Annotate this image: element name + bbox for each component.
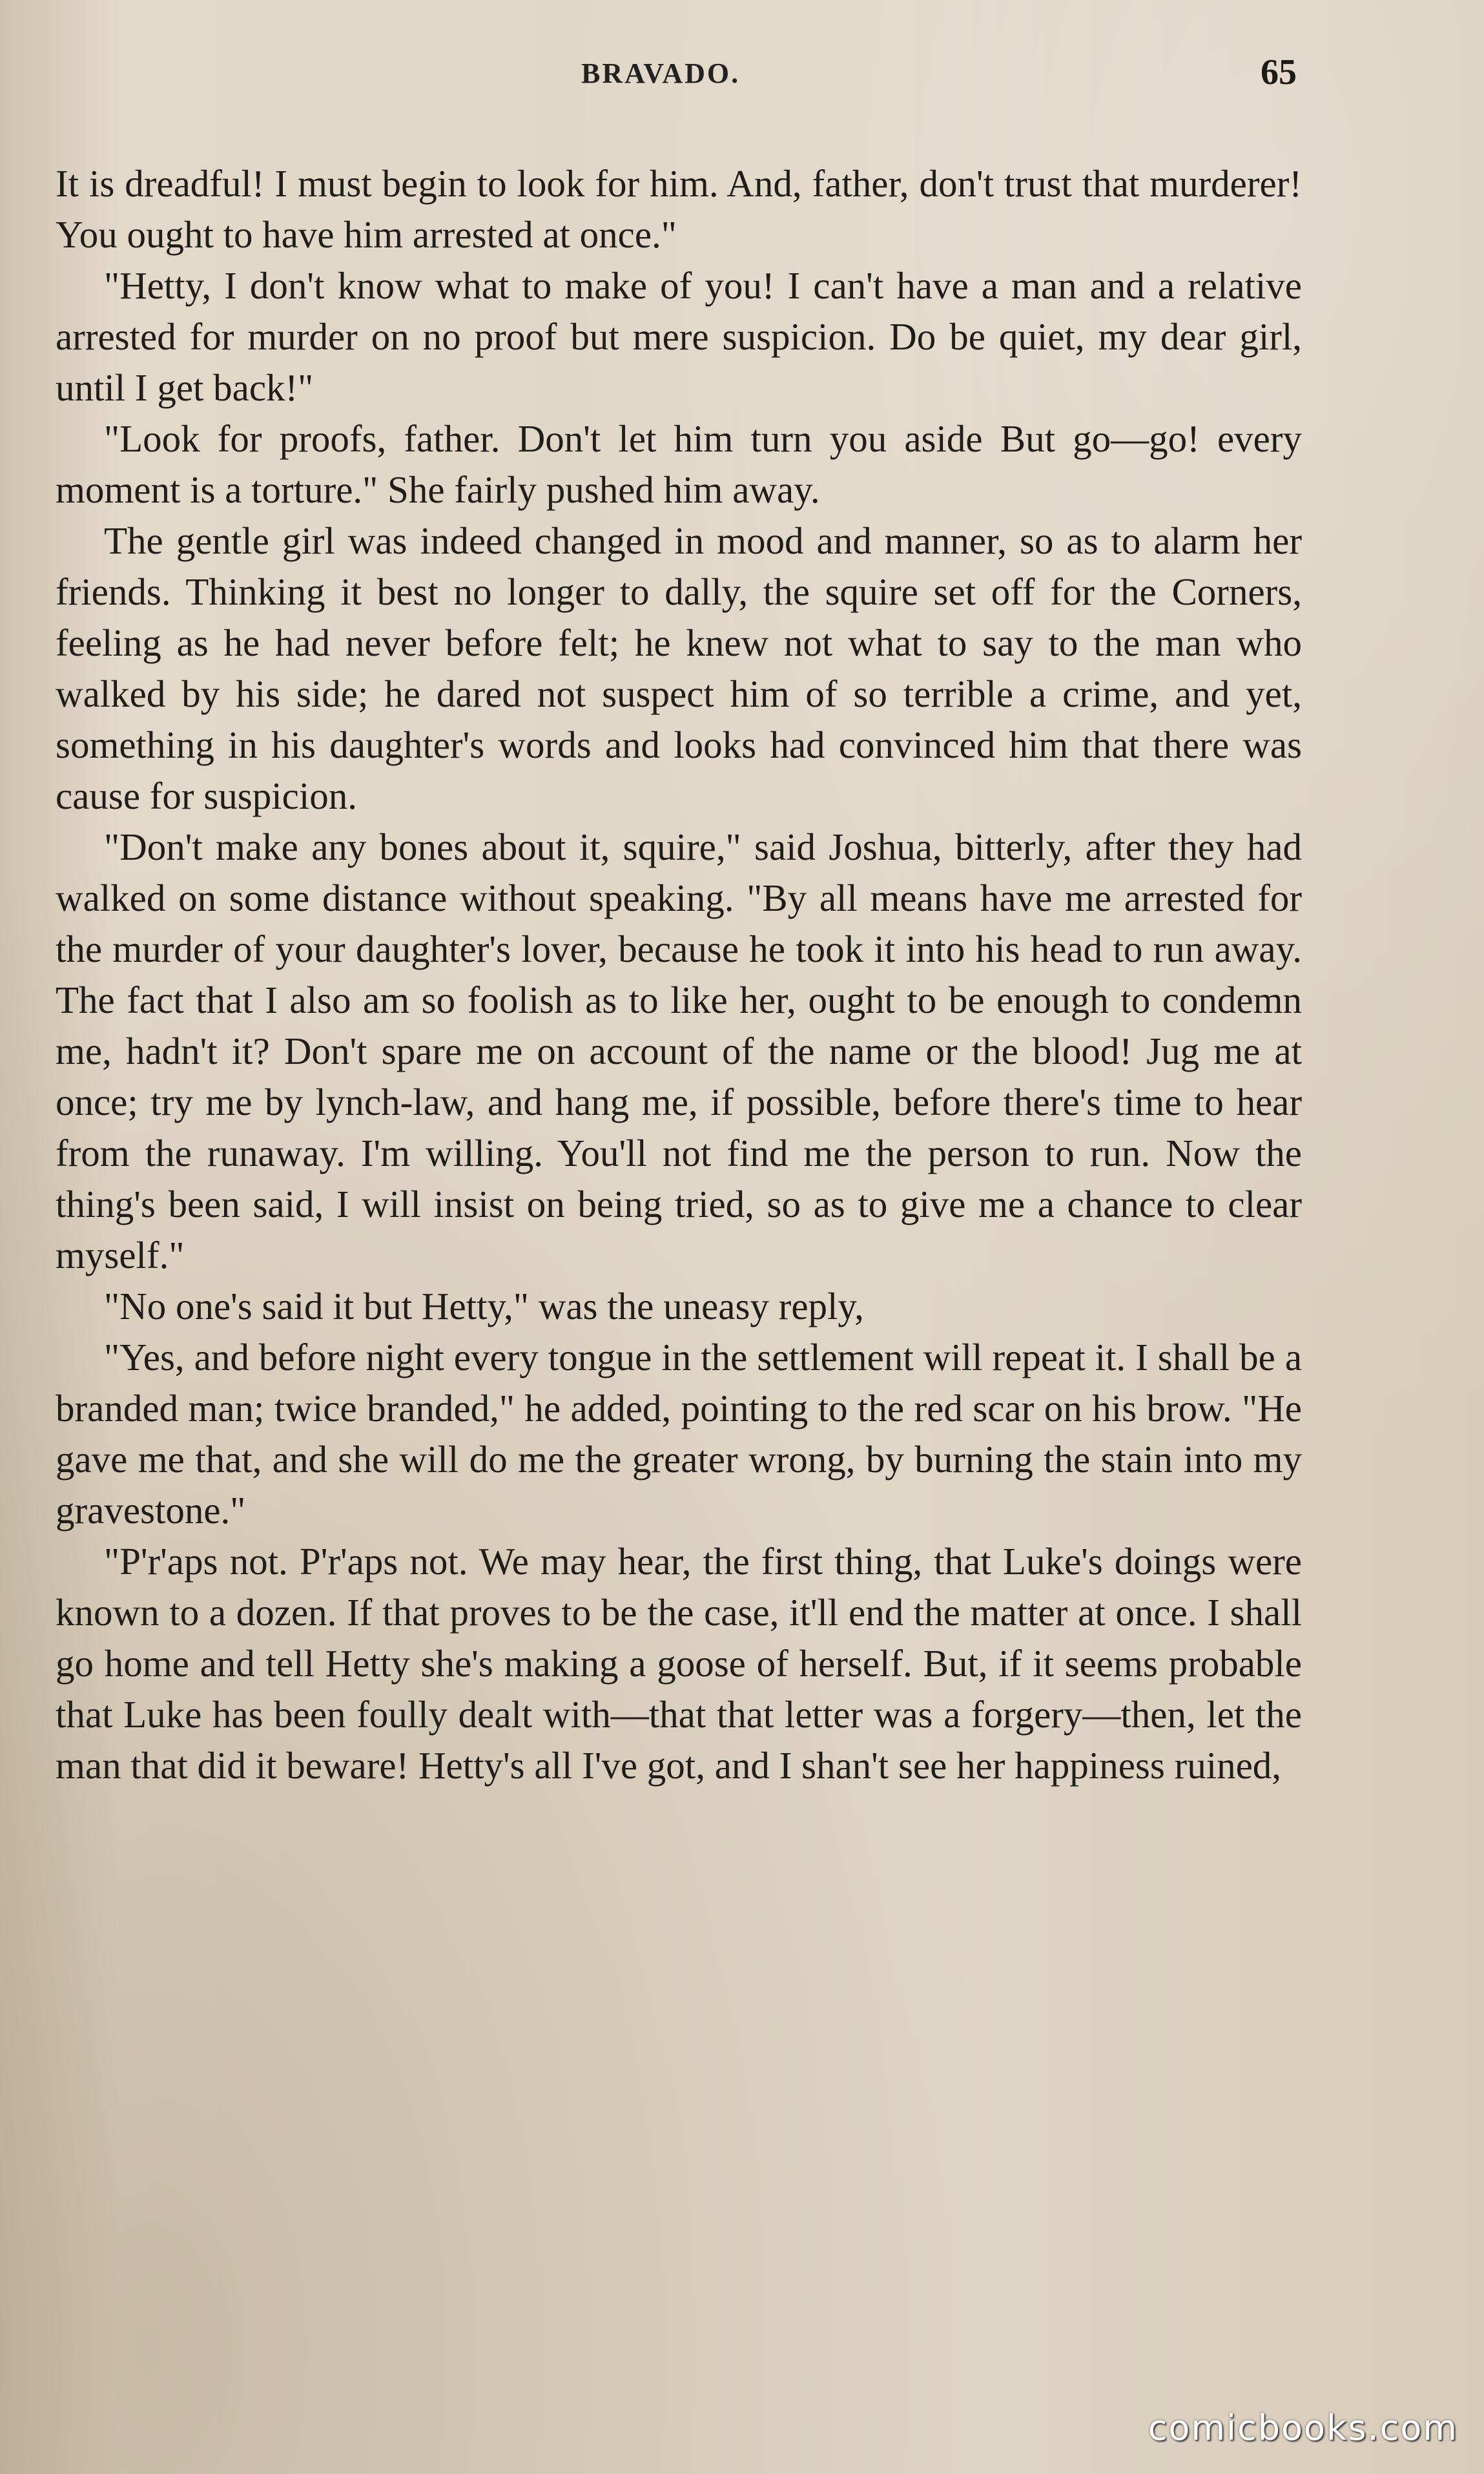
page-number: 65 bbox=[1261, 52, 1297, 92]
paragraph: "Hetty, I don't know what to make of you! I can't have a man and a relative arrested for murder on no proof but mere suspicion. Do be quiet, my dear girl, until I get back!" bbox=[56, 264, 1302, 409]
paragraph: "No one's said it but Hetty," was the uneasy reply, bbox=[104, 1285, 864, 1327]
running-head: BRAVADO. bbox=[581, 57, 741, 89]
paragraph: "Don't make any bones about it, squire," said Joshua, bitterly, after they had walked on some distance without speaking. "By all means have me arrested for the murder of your daughter's lover, because he took it into his head to run away. The fact that I also am so foolish as to like her, ought to be enough to condemn me, hadn't it? Don't spare me on account of the name or the blood! Jug me at once; try me by lynch-law, and hang me, if possible, before there's time to hear from the runaway. I'm willing. You'll not find me the person to run. Now the thing's been said, I will insist on being tried, so as to give me a chance to clear myself." bbox=[56, 826, 1302, 1276]
watermark-logo: comicbooks.com bbox=[1148, 2407, 1458, 2448]
body-text bbox=[56, 158, 1302, 1791]
paragraph: The gentle girl was indeed changed in mood and manner, so as to alarm her friends. Thinking it best no longer to dally, the squire set off for the Corners, feeling as he had never before felt; he knew not what to say to the man who walked by his side; he dared not suspect him of so terrible a crime, and yet, something in his daughter's words and looks had convinced him that there was cause for suspicion. bbox=[56, 519, 1302, 817]
paragraph: "P'r'aps not. P'r'aps not. We may hear, the first thing, that Luke's doings were known to a dozen. If that proves to be the case, it'll end the matter at once. I shall go home and tell Hetty she's making a goose of herself. But, if it seems probable that Luke has been foully dealt with—that that letter was a forgery—then, let the man that did it beware! Hetty's all I've got, and I shan't see her happiness ruined, bbox=[56, 1540, 1302, 1787]
paragraph: It is dreadful! I must begin to look for him. And, father, don't trust that murderer! You ought to have him arrested at once." bbox=[56, 162, 1302, 256]
paragraph: "Yes, and before night every tongue in the settlement will repeat it. I shall be a branded man; twice branded," he added, pointing to the red scar on his brow. "He gave me that, and she will do me the greater wrong, by burning the stain into my gravestone." bbox=[56, 1336, 1302, 1532]
paragraph: "Look for proofs, father. Don't let him turn you aside But go—go! every moment is a torture." She fairly pushed him away. bbox=[56, 417, 1302, 511]
